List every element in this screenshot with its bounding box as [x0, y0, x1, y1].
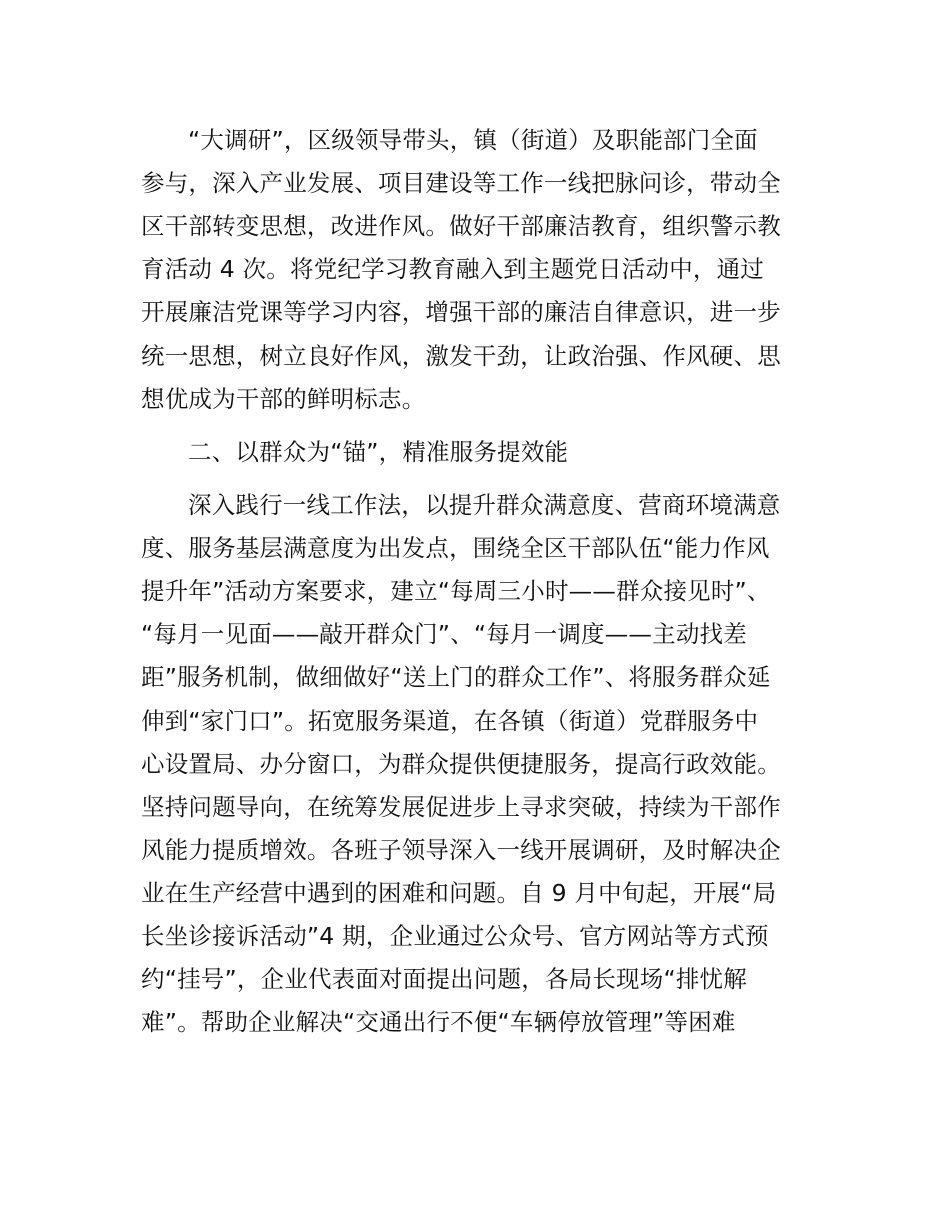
paragraph-line: 难”。帮助企业解决“交通出行不便“车辆停放管理”等困难: [141, 1008, 736, 1036]
paragraph-line: 坚持问题导向，在统筹发展促进步上寻求突破，持续为干部作: [141, 793, 781, 821]
paragraph-line: 提升年”活动方案要求，建立“每周三小时——群众接见时”、: [141, 577, 771, 605]
paragraph-line: 育活动 4 次。将党纪学习教育融入到主题党日活动中，通过: [141, 255, 764, 283]
paragraph-line: 参与，深入产业发展、项目建设等工作一线把脉问诊，带动全: [141, 169, 781, 197]
paragraph-line: “大调研”，区级领导带头，镇（街道）及职能部门全面: [188, 126, 758, 154]
paragraph-line: “每月一见面——敲开群众门”、“每月一调度——主动找差: [141, 620, 747, 648]
paragraph-line: 区干部转变思想，改进作风。做好干部廉洁教育，组织警示教: [141, 212, 781, 240]
paragraph-line: 风能力提质增效。各班子领导深入一线开展调研，及时解决企: [141, 836, 781, 864]
paragraph-line: 约“挂号”，企业代表面对面提出问题，各局长现场“排忧解: [141, 965, 747, 993]
paragraph-line: 度、服务基层满意度为出发点，围绕全区干部队伍“能力作风: [141, 534, 770, 562]
paragraph-line: 深入践行一线工作法，以提升群众满意度、营商环境满意: [188, 491, 781, 519]
paragraph-line: 心设置局、办分窗口，为群众提供便捷服务，提高行政效能。: [141, 750, 781, 778]
paragraph-line: 统一思想，树立良好作风，激发干劲，让政治强、作风硬、思: [141, 342, 781, 370]
paragraph-line: 想优成为干部的鲜明标志。: [141, 385, 426, 413]
paragraph-line: 开展廉洁党课等学习内容，增强干部的廉洁自律意识，进一步: [141, 298, 781, 326]
paragraph-line: 伸到“家门口”。拓宽服务渠道，在各镇（街道）党群服务中: [141, 707, 759, 735]
paragraph-line: 长坐诊接诉活动”4 期，企业通过公众号、官方网站等方式预: [141, 922, 769, 950]
paragraph-line: 业在生产经营中遇到的困难和问题。自 9 月中旬起，开展“局: [141, 879, 777, 907]
section-heading: 二、以群众为“锚”，精准服务提效能: [188, 438, 569, 466]
paragraph-line: 距”服务机制，做细做好“送上门的群众工作”、将服务群众延: [141, 663, 771, 691]
